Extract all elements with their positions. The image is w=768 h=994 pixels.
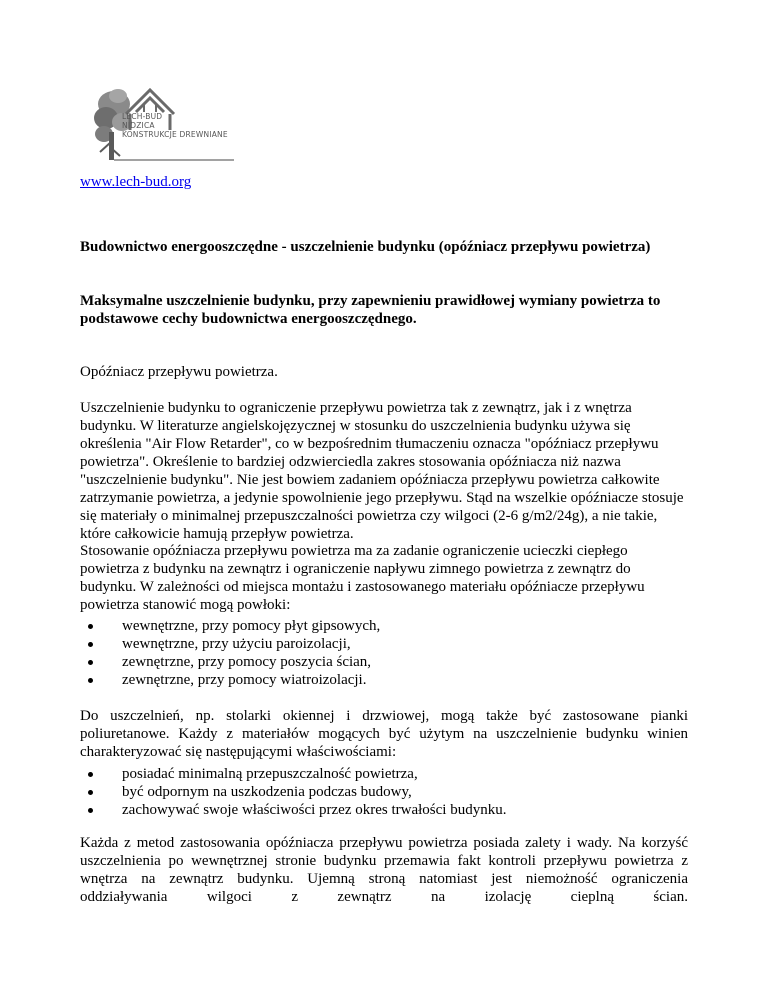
list-item: być odpornym na uszkodzenia podczas budowy, bbox=[80, 783, 506, 801]
document-subtitle: Maksymalne uszczelnienie budynku, przy zapewnieniu prawidłowej wymiany powietrza to podstawowe cechy budownictwa energooszczędnego. bbox=[80, 293, 661, 327]
list-item: wewnętrzne, przy pomocy płyt gipsowych, bbox=[80, 617, 380, 635]
bullet-icon bbox=[88, 772, 93, 777]
coating-types-list bbox=[80, 617, 380, 689]
list-item: zachowywać swoje właściwości przez okres trwałości budynku. bbox=[80, 801, 506, 819]
bullet-icon bbox=[88, 660, 93, 665]
section-heading: Opóźniacz przepływu powietrza. bbox=[80, 364, 278, 380]
paragraph-2: Stosowanie opóźniacza przepływu powietrza ma za zadanie ograniczenie ucieczki ciepłego powietrza z budynku na zewnątrz i ograniczenie napływu zimnego powietrza z zewnątrz do budynku. W zależności od miejsca montażu i zastosowanego materiału opóźniacze przepływu powietrza stanowić mogą powłoki: bbox=[80, 543, 645, 613]
material-properties-list bbox=[80, 765, 506, 819]
logo-line-3: KONSTRUKCJE DREWNIANE bbox=[122, 130, 228, 139]
website-link[interactable]: www.lech-bud.org bbox=[80, 174, 192, 190]
bullet-icon bbox=[88, 642, 93, 647]
document-title: Budownictwo energooszczędne - uszczelnienie budynku (opóźniacz przepływu powietrza) bbox=[80, 239, 651, 255]
bullet-icon bbox=[88, 624, 93, 629]
list-item: zewnętrzne, przy pomocy poszycia ścian, bbox=[80, 653, 380, 671]
logo-text bbox=[122, 112, 228, 139]
bullet-icon bbox=[88, 808, 93, 813]
paragraph-4: Każda z metod zastosowania opóźniacza przepływu powietrza posiada zalety i wady. Na korzyść uszczelnienia po wewnętrznej stronie budynku przemawia fakt kontroli przepływu powietrza z wnętrza na zewnątrz budynku. Ujemną stroną natomiast jest niemożność ograniczenia oddziaływania wilgoci z zewnątrz na izolację cieplną ścian. bbox=[80, 835, 688, 905]
paragraph-1: Uszczelnienie budynku to ograniczenie przepływu powietrza tak z zewnątrz, jak i z wnętrza budynku. W literaturze angielskojęzycznej w stosunku do uszczelnienia budynku używa się określenia "Air Flow Retarder", co w bezpośrednim tłumaczeniu oznacza "opóźniacz przepływu powietrza". Określenie to bardziej odzwierciedla zakres stosowania opóźniacza niż nazwa "uszczelnienie budynku". Nie jest bowiem zadaniem opóźniacza przepływu powietrza całkowite zatrzymanie powietrza, a jedynie spowolnienie jego przepływu. Stąd na wszelkie opóźniacze stosuje się materiały o minimalnej przepuszczalności powietrza czy wilgoci (2-6 g/m2/24g), a nie takie, które całkowicie hamują przepływ powietrza. bbox=[80, 400, 684, 542]
list-item: wewnętrzne, przy użyciu paroizolacji, bbox=[80, 635, 380, 653]
paragraph-3: Do uszczelnień, np. stolarki okiennej i drzwiowej, mogą także być zastosowane pianki poliuretanowe. Każdy z materiałów mogących być użytym na uszczelnienie budynku winien charakteryzować się następującymi właściwościami: bbox=[80, 708, 688, 760]
logo-line-1: LECH-BUD bbox=[122, 112, 163, 121]
logo-line-2: NIDZICA bbox=[122, 121, 155, 130]
list-item: posiadać minimalną przepuszczalność powietrza, bbox=[80, 765, 506, 783]
bullet-icon bbox=[88, 678, 93, 683]
bullet-icon bbox=[88, 790, 93, 795]
list-item: zewnętrzne, przy pomocy wiatroizolacji. bbox=[80, 671, 380, 689]
